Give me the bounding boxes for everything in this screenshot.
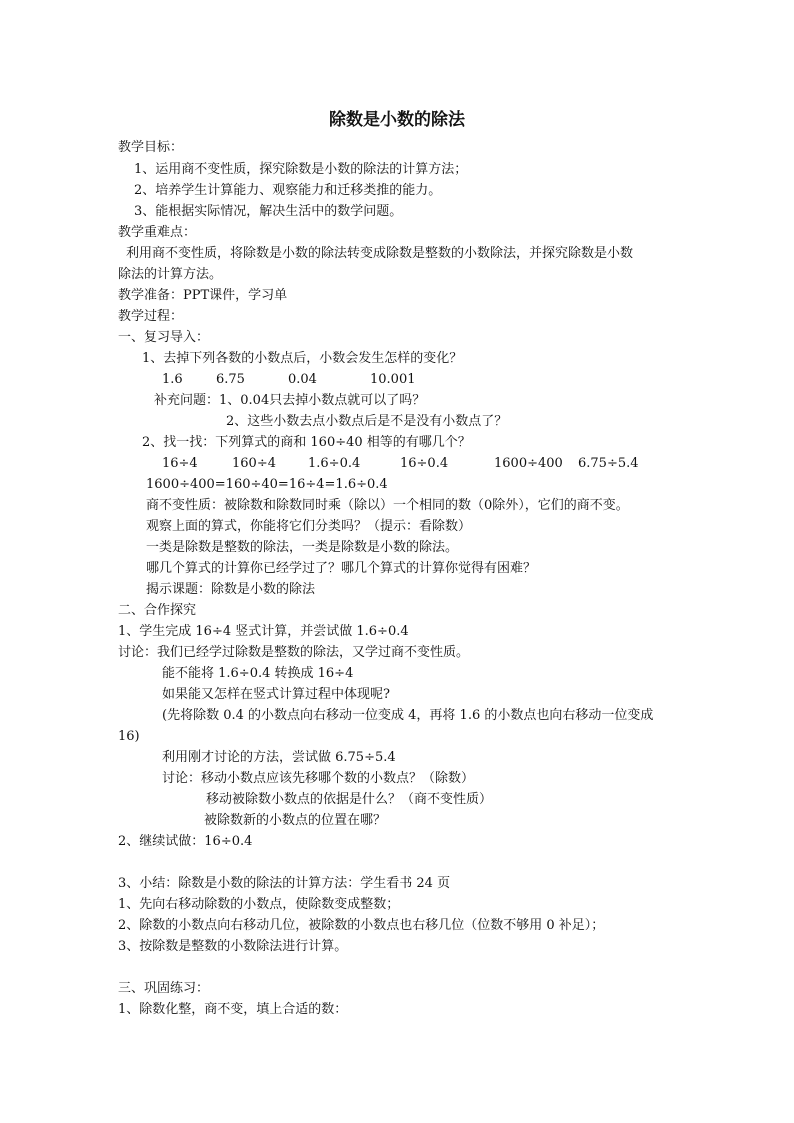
convert-question: 能不能将 1.6÷0.4 转换成 16÷4 [162, 666, 354, 681]
practice-heading: 三、巩固练习： [118, 981, 210, 996]
process-heading: 教学过程： [118, 309, 184, 324]
review-q2: 2、找一找：下列算式的商和 160÷40 相等的有哪几个？ [142, 435, 471, 450]
page-title: 除数是小数的除法 [329, 110, 465, 130]
expression-item: 6.75÷5.4 [578, 456, 639, 471]
how-question: 如果能又怎样在竖式计算过程中体现呢? [162, 687, 390, 702]
explanation-line-1: (先将除数 0.4 的小数点向右移动一位变成 4，再将 1.6 的小数点也向右移动一位变成 [162, 708, 654, 723]
expression-item: 1.6÷0.4 [308, 456, 361, 471]
explore-heading: 二、合作探究 [118, 603, 197, 618]
practice-item-1: 1、除数化整，商不变，填上合适的数： [118, 1002, 348, 1017]
rule-1: 1、先向右移动除数的小数点，使除数变成整数； [118, 897, 400, 912]
explore-step-1: 1、学生完成 16÷4 竖式计算，并尝试做 1.6÷0.4 [118, 624, 409, 639]
number-item: 0.04 [288, 372, 317, 387]
discuss-line: 讨论：我们已经学过除数是整数的除法，又学过商不变性质。 [118, 645, 470, 660]
number-item: 6.75 [216, 372, 245, 387]
supplement-1: 补充问题：1、0.04只去掉小数点就可以了吗？ [154, 393, 426, 408]
prep-line: 教学准备：PPT课件，学习单 [118, 288, 288, 303]
expression-item: 160÷4 [232, 456, 276, 471]
goals-heading: 教学目标： [118, 140, 184, 155]
reveal-topic: 揭示课题：除数是小数的除法 [146, 582, 316, 597]
quotient-property: 商不变性质：被除数和除数同时乘（除以）一个相同的数（0除外），它们的商不变。 [146, 498, 629, 513]
rule-3: 3、按除数是整数的小数除法进行计算。 [118, 939, 348, 954]
which-line: 哪几个算式的计算你已经学过了？哪几个算式的计算你觉得有困难？ [146, 561, 537, 576]
explore-step-2: 2、继续试做：16÷0.4 [118, 834, 253, 849]
rule-2: 2、除数的小数点向右移动几位，被除数的小数点也右移几位（位数不够用 0 补足）； [118, 918, 605, 933]
key-heading: 教学重难点： [118, 225, 197, 240]
expression-item: 1600÷400 [494, 456, 563, 471]
review-heading: 一、复习导入： [118, 330, 210, 345]
expression-item: 16÷4 [162, 456, 198, 471]
discuss-question-2: 移动被除数小数点的依据是什么？（商不变性质） [206, 792, 493, 807]
number-item: 1.6 [162, 372, 183, 387]
key-line-1: 利用商不变性质，将除数是小数的除法转变成除数是整数的小数除法，并探究除数是小数 [126, 246, 634, 261]
goal-item-1: 1、运用商不变性质，探究除数是小数的除法的计算方法； [134, 162, 468, 177]
equation-chain: 1600÷400=160÷40=16÷4=1.6÷0.4 [146, 477, 388, 492]
number-item: 10.001 [370, 372, 416, 387]
goal-item-2: 2、培养学生计算能力、观察能力和迁移类推的能力。 [134, 183, 442, 198]
discuss-question-3: 被除数新的小数点的位置在哪？ [204, 813, 387, 828]
supplement-2: 2、这些小数去点小数点后是不是没有小数点了？ [226, 414, 508, 429]
discuss-question-1: 讨论：移动小数点应该先移哪个数的小数点？（除数） [162, 771, 475, 786]
classify-line: 一类是除数是整数的除法，一类是除数是小数的除法。 [146, 540, 459, 555]
expression-item: 16÷0.4 [400, 456, 449, 471]
try-line: 利用刚才讨论的方法，尝试做 6.75÷5.4 [162, 750, 396, 765]
review-q1: 1、去掉下列各数的小数点后，小数会发生怎样的变化？ [142, 351, 463, 366]
explanation-line-2: 16) [118, 729, 140, 744]
observe-line: 观察上面的算式，你能将它们分类吗？（提示：看除数） [146, 519, 472, 534]
summary-line: 3、小结：除数是小数的除法的计算方法：学生看书 24 页 [118, 876, 451, 891]
key-line-2: 除法的计算方法。 [118, 267, 223, 282]
goal-item-3: 3、能根据实际情况，解决生活中的数学问题。 [134, 204, 403, 219]
